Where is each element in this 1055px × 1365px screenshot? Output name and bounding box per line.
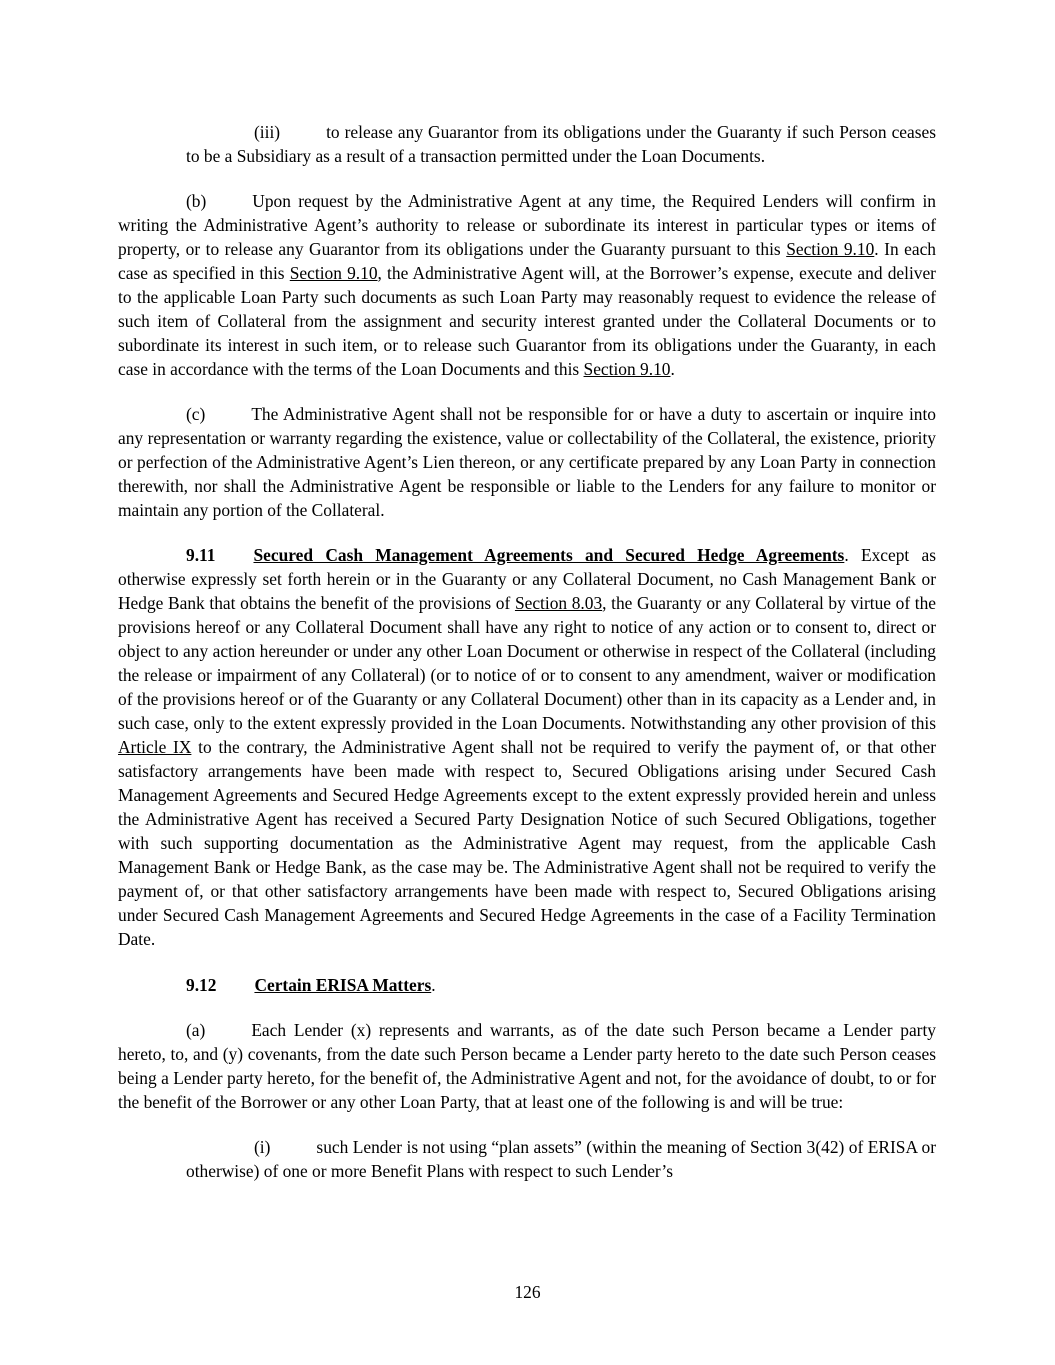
paragraph-9-12-a-i bbox=[186, 1135, 936, 1183]
section-9-11 bbox=[118, 543, 936, 951]
page-content bbox=[118, 120, 936, 1183]
section-9-11-text-part3: to the contrary, the Administrative Agent shall not be required to verify the payment of, or that other satisfactory arrangements have been made with respect to, Secured Obligations arising under Secured Cash Management Agreements and Secured Hedge Agreements except to the extent expressly provided herein and unless the Administrative Agent has received a Secured Party Designation Notice of such Secured Obligations, together with such supporting documentation as the Administrative Agent may request, from the applicable Cash Management Bank or Hedge Bank, as the case may be. The Administrative Agent shall not be required to verify the payment of, or that other satisfactory arrangements have been made with respect to, Secured Obligations arising under Secured Cash Management Agreements and Secured Hedge Agreements in the case of a Facility Termination Date. bbox=[118, 737, 936, 950]
paragraph-c bbox=[118, 402, 936, 522]
section-number-9-11: 9.11 bbox=[186, 545, 216, 566]
cross-reference-section-9-10-b[interactable]: Section 9.10 bbox=[289, 263, 378, 284]
paragraph-marker-9-12-a-i: (i) bbox=[254, 1136, 271, 1157]
section-9-12-text-part1: . bbox=[431, 974, 436, 995]
paragraph-text-9-12-a: Each Lender (x) represents and warrants, as of the date such Person became a Lender party hereto, to, and (y) covenants, from the date such Person became a Lender party hereto to the date such Person ceases being a Lender party hereto, for the benefit of, the Administrative Agent and not, for the avoidance of doubt, to or for the benefit of the Borrower or any other Loan Party, that at least one of the following is and will be true: bbox=[118, 1019, 936, 1112]
paragraph-text-c: The Administrative Agent shall not be responsible for or have a duty to ascertain or inquire into any representation or warranty regarding the existence, value or collectability of the Collateral, the existence, priority or perfection of the Administrative Agent’s Lien thereon, or any certificate prepared by any Loan Party in connection therewith, nor shall the Administrative Agent be responsible or liable to the Lenders for any failure to monitor or maintain any portion of the Collateral. bbox=[118, 404, 936, 521]
paragraph-9-12-a bbox=[118, 1018, 936, 1114]
cross-reference-article-ix[interactable]: Article IX bbox=[118, 737, 192, 758]
section-9-11-text-part2: , the Guaranty or any Collateral by virtue of the provisions hereof or any Collateral Document shall have any right to notice of any action or to consent to, direct or object to any action hereunder or under any other Loan Document or otherwise in respect of the Collateral (including the release or impairment of any Collateral) (or to notice of or to consent to any amendment, waiver or modification of the provisions hereof or of the Guaranty or any Collateral Document) other than in its capacity as a Lender and, in such case, only to the extent expressly provided in the Loan Documents. Notwithstanding any other provision of this bbox=[118, 593, 936, 734]
section-9-11-text-part1: . Except as otherwise expressly set forth herein or in the Guaranty or any Collateral Document, no Cash Management Bank or Hedge Bank that obtains the benefit of the provisions of bbox=[118, 545, 937, 614]
paragraph-marker-b: (b) bbox=[186, 191, 207, 212]
section-heading-9-11: Secured Cash Management Agreements and Secured Hedge Agreements bbox=[253, 545, 845, 566]
cross-reference-section-9-10-a[interactable]: Section 9.10 bbox=[786, 239, 875, 260]
paragraph-marker-9-12-a: (a) bbox=[186, 1019, 206, 1040]
paragraph-text-b-part2: . In each case as specified in this bbox=[118, 239, 936, 284]
section-number-9-12: 9.12 bbox=[186, 974, 217, 995]
paragraph-text-b-part1: Upon request by the Administrative Agent at any time, the Required Lenders will confirm in writing the Administrative Agent’s authority to release or subordinate its interest in particular types or items of property, or to release any Guarantor from its obligations under the Guaranty pursuant to this bbox=[118, 191, 936, 260]
paragraph-text-b-part4: . bbox=[670, 359, 675, 380]
section-heading-9-12: Certain ERISA Matters bbox=[254, 974, 432, 995]
paragraph-b bbox=[118, 189, 936, 381]
paragraph-text-9-12-a-i: such Lender is not using “plan assets” (within the meaning of Section 3(42) of ERISA or otherwise) of one or more Benefit Plans with respect to such Lender’s bbox=[186, 1136, 936, 1181]
paragraph-marker-c: (c) bbox=[186, 404, 206, 425]
cross-reference-section-9-10-c[interactable]: Section 9.10 bbox=[583, 359, 671, 380]
paragraph-text-b-part3: , the Administrative Agent will, at the Borrower’s expense, execute and deliver to the applicable Loan Party such documents as such Loan Party may reasonably request to evidence the release of such item of Collateral from the assignment and security interest granted under the Collateral Documents or to subordinate its interest in such item, or to release such Guarantor from its obligations under the Guaranty, in each case in accordance with the terms of the Loan Documents and this bbox=[118, 263, 936, 380]
cross-reference-section-8-03[interactable]: Section 8.03 bbox=[514, 593, 603, 614]
page-number: 126 bbox=[514, 1282, 541, 1302]
section-9-12 bbox=[118, 973, 936, 997]
paragraph-text-iii: to release any Guarantor from its obligations under the Guaranty if such Person ceases to be a Subsidiary as a result of a transaction permitted under the Loan Documents. bbox=[186, 122, 936, 167]
paragraph-iii bbox=[186, 120, 936, 168]
paragraph-marker-iii: (iii) bbox=[254, 122, 281, 142]
